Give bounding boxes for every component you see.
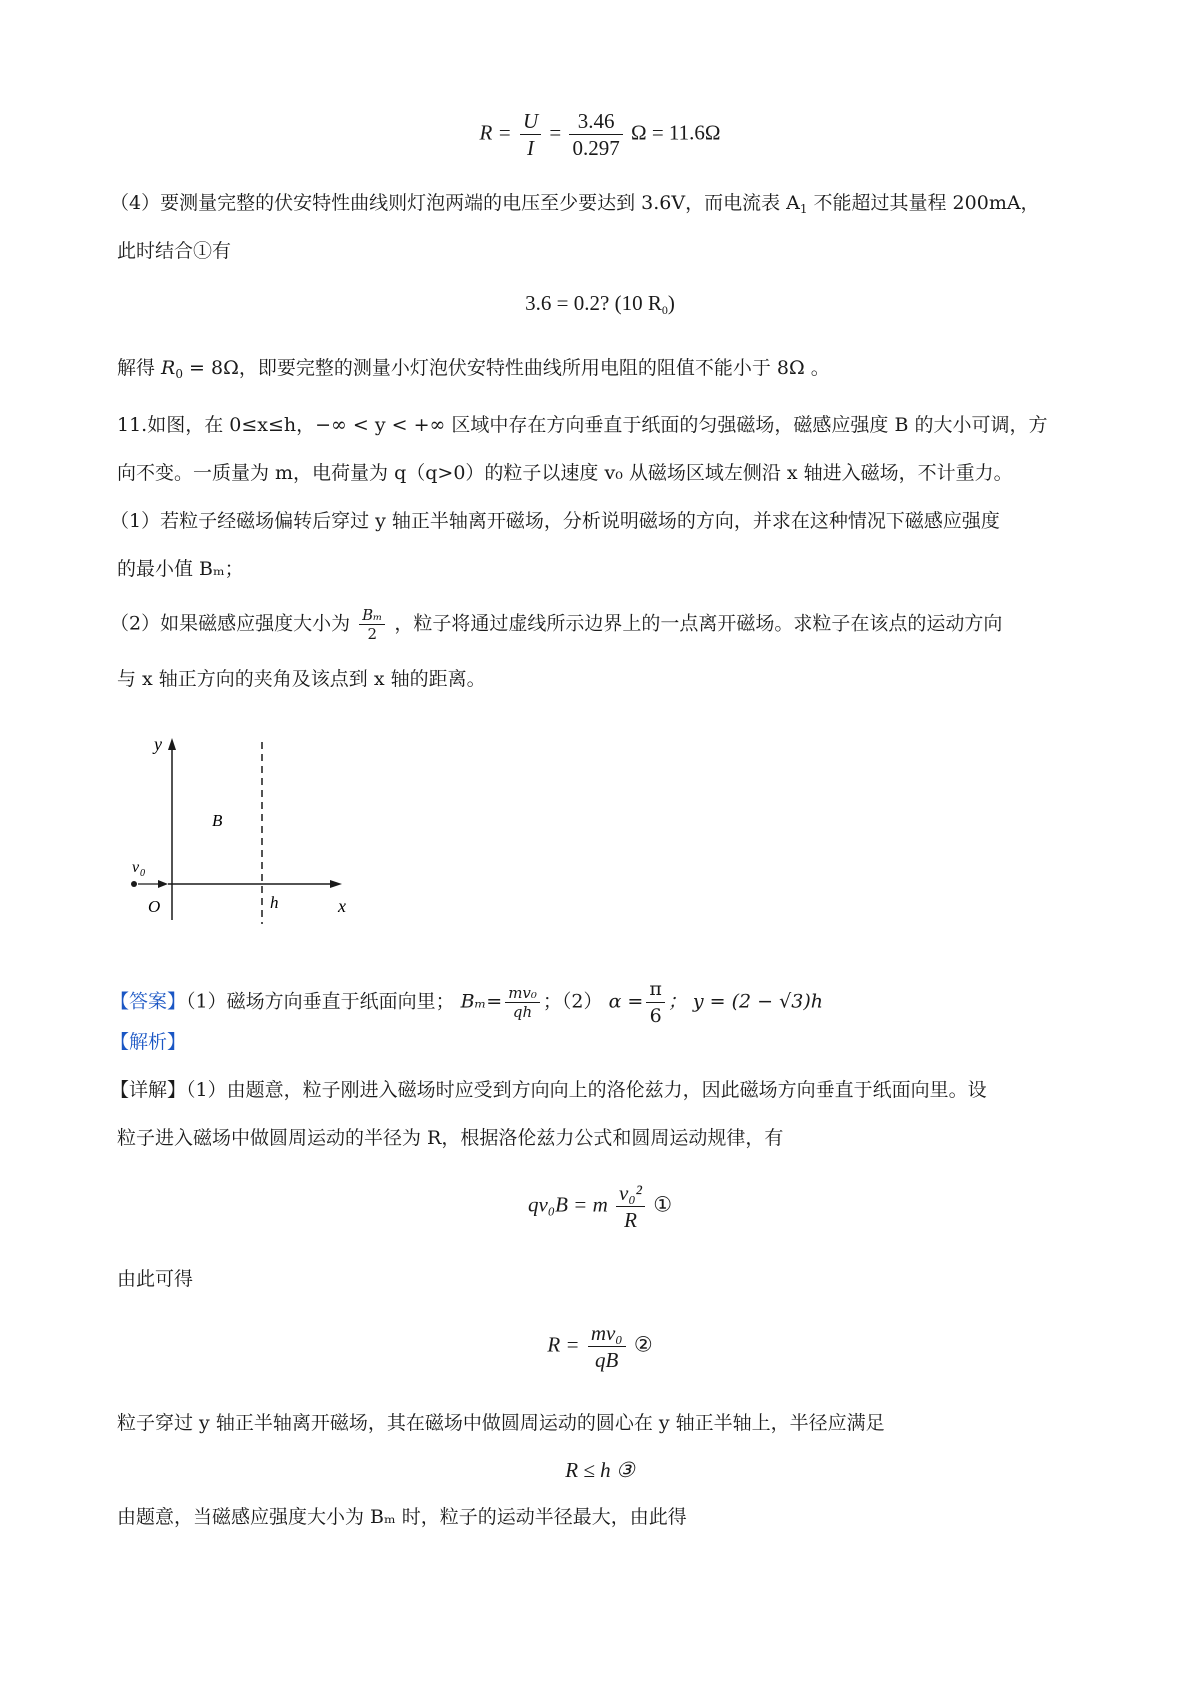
y-label: y	[154, 734, 162, 754]
q11-line1: 11.如图，在 0≤x≤h，−∞ < y < +∞ 区域中存在方向垂直于纸面的匀强磁场，磁感应强度 B 的大小可调，方	[117, 414, 1048, 436]
field-diagram	[120, 728, 360, 928]
equation-3: R ≤ h ③	[565, 1458, 635, 1482]
analysis-tag: 【解析】	[110, 1031, 187, 1053]
eq-lhs: R =	[479, 120, 512, 145]
equation-2: R = $\frac{\text{mv₀}}{qB}$ ②	[547, 1321, 653, 1372]
q11-part2-line2: 与 x 轴正方向的夹角及该点到 x 轴的距离。	[117, 668, 486, 690]
bm-fraction: $\frac{\text{mv₀}}{qh}$	[505, 984, 540, 1021]
u-over-i: $\frac{U}{I}$	[520, 108, 541, 161]
detail-line2: 粒子进入磁场中做圆周运动的半径为 R，根据洛伦兹力公式和圆周运动规律，有	[117, 1127, 784, 1149]
v-label: v	[132, 859, 140, 876]
answer-tag: 【答案】	[110, 990, 187, 1013]
thus-line: 由此可得	[117, 1268, 194, 1290]
para4-line2: 此时结合①有	[117, 240, 232, 262]
resistance-equation: R = $\frac{U}{I}$ = $\frac{3.46}{0.297}$ Ω = 11.6Ω	[479, 109, 721, 160]
pi-over-6: $\frac{\pi}{6}$	[646, 976, 665, 1029]
eq-36: 3.6 = 0.2? (10 $R_0$)	[525, 291, 675, 317]
value-fraction: $\frac{3.46}{0.297}$	[569, 108, 622, 161]
h-label: h	[270, 893, 279, 912]
x-label: x	[338, 896, 346, 916]
detail-line1: 【详解】（1）由题意，粒子刚进入磁场时应受到方向向上的洛伦兹力，因此磁场方向垂直于纸面向里。设	[110, 1079, 987, 1101]
q11-part1-line1: （1）若粒子经磁场偏转后穿过 y 轴正半轴离开磁场，分析说明磁场的方向，并求在这种情况下磁感应强度	[110, 510, 1000, 532]
y-arrow	[168, 738, 176, 750]
x-arrow	[330, 880, 342, 888]
v-sub: 0	[140, 868, 145, 879]
q11-line2: 向不变。一质量为 m，电荷量为 q（q>0）的粒子以速度 v₀ 从磁场区域左侧沿 x 轴进入磁场，不计重力。	[117, 462, 1013, 484]
equation-1: qv₀B = m $\frac{\text{v₀²}}{R}$ ①	[527, 1181, 673, 1232]
origin-label: O	[148, 897, 161, 916]
cross-line: 粒子穿过 y 轴正半轴离开磁场，其在磁场中做圆周运动的圆心在 y 轴正半轴上，半径应满足	[117, 1412, 885, 1434]
para4-line1: （4）要测量完整的伏安特性曲线则灯泡两端的电压至少要达到 3.6V，而电流表 $A_1$ 不能超过其量程 200mA，	[110, 192, 1040, 216]
answer-line: 【答案】（1）磁场方向垂直于纸面向里； Bₘ= $\frac{\text{mv₀}}{qh}$ ；（2） α = $\frac{\pi}{6}$ ； y = (2 − √3)h	[110, 978, 823, 1027]
eq-result: Ω = 11.6Ω	[630, 120, 721, 145]
q11-part2-line1: （2）如果磁感应强度大小为 $\frac{\text{Bₘ}}{2}$ ，粒子将通过虚线所示边界上的一点离开磁场。求粒子在该点的运动方向	[110, 606, 1003, 643]
particle-dot	[131, 881, 137, 887]
bm-over-2: $\frac{\text{Bₘ}}{2}$	[359, 606, 385, 643]
b-label: B	[212, 811, 223, 830]
q11-part1-line2: 的最小值 Bₘ；	[117, 558, 244, 580]
solve-r0: 解得 $R_0 = 8\Omega$，即要完整的测量小灯泡伏安特性曲线所用电阻的阻值不能小于 8Ω 。	[117, 357, 830, 381]
last-line: 由题意，当磁感应强度大小为 Bₘ 时，粒子的运动半径最大，由此得	[117, 1506, 687, 1528]
velocity-arrowhead	[158, 880, 168, 888]
